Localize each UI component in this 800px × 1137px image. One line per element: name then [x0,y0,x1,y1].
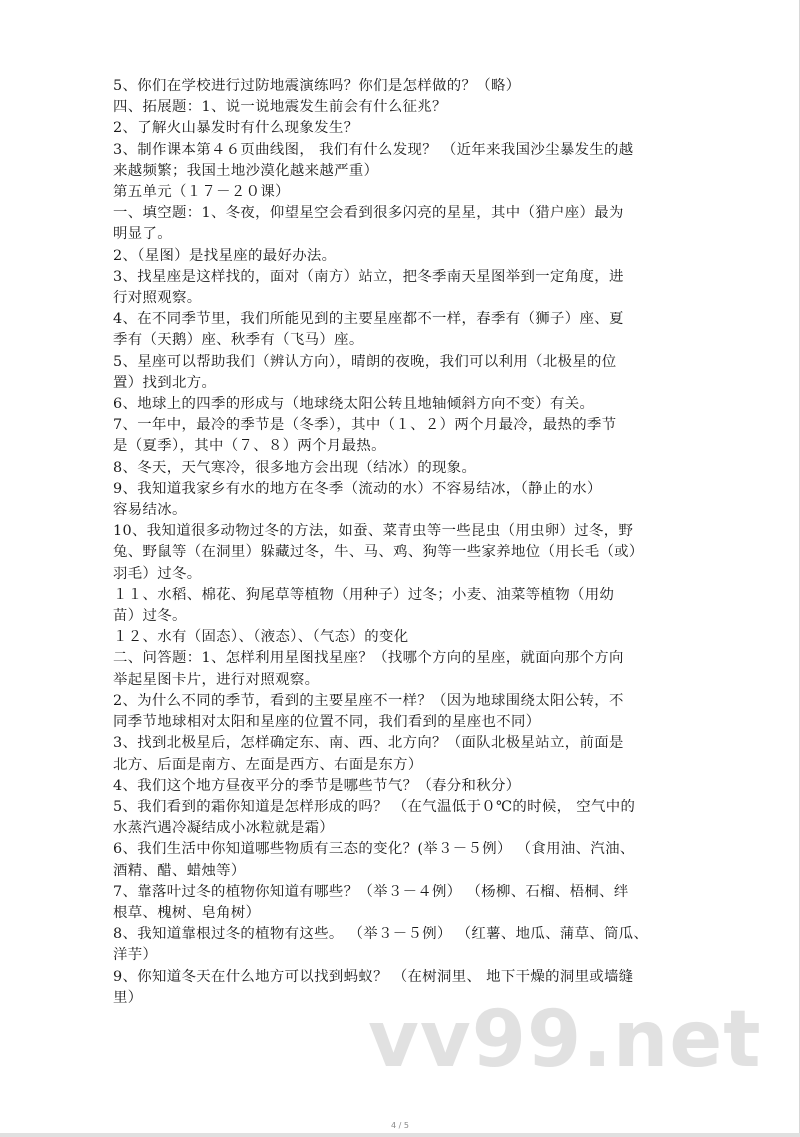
page-number: 4 / 5 [391,1121,409,1130]
text-line: １２、水有（固态）、（液态）、（气态）的变化 [113,629,409,646]
text-line: 6、地球上的四季的形成与（地球绕太阳公转且地轴倾斜方向不变）有关。 [113,396,595,413]
text-line: 举起星图卡片，进行对照观察。 [113,671,320,688]
text-line: 洋芋） [113,947,158,964]
text-line: 3、制作课本第４６页曲线图， 我们有什么发现？ （近年来我国沙尘暴发生的越 [113,141,634,158]
text-line: 9、我知道我家乡有水的地方在冬季（流动的水）不容易结冰，（静止的水） [113,480,602,497]
text-line: 第五单元（１７－２０课） [113,184,290,201]
watermark: vv99.net [368,995,762,1085]
document-body [113,76,691,1009]
text-line: 苗）过冬。 [113,608,187,625]
text-line: 6、我们生活中你知道哪些物质有三态的变化？(举３－５例） （食用油、汽油、 [113,841,635,858]
text-line: 酒精、醋、蜡烛等） [113,862,246,879]
text-line: 7、一年中，最冷的季节是（冬季），其中（１、２）两个月最冷，最热的季节 [113,417,617,434]
text-line: 3、找到北极星后，怎样确定东、南、西、北方向？（面队北极星站立，前面是 [113,735,624,752]
text-line: 根草、槐树、皂角树） [113,904,261,921]
text-line: 一、填空题：1、冬夜，仰望星空会看到很多闪亮的星星，其中（猎户座）最为 [113,205,624,222]
text-line: 同季节地球相对太阳和星座的位置不同，我们看到的星座也不同） [113,714,541,731]
text-line: 二、问答题：1、怎样利用星图找星座？（找哪个方向的星座，就面向那个方向 [113,650,624,667]
text-line: 9、你知道冬天在什么地方可以找到蚂蚁？ （在树洞里、 地下干燥的洞里或墙缝 [113,968,634,985]
text-line: 2、（星图）是找星座的最好办法。 [113,247,337,264]
text-line: 5、我们看到的霜你知道是怎样形成的吗？ （在气温低于０℃的时候， 空气中的 [113,798,636,815]
text-line: 8、冬天，天气寒冷，很多地方会出现（结冰）的现象。 [113,459,477,476]
text-line: 10、我知道很多动物过冬的方法，如蚕、菜青虫等一些昆虫（用虫卵）过冬，野 [113,523,634,540]
text-line: 水蒸汽遇冷凝结成小冰粒就是霜） [113,820,335,837]
viewer-bottom-bar [0,1133,800,1137]
text-line: 季有（天鹅）座、秋季有（飞马）座。 [113,332,364,349]
text-line: 置）找到北方。 [113,374,217,391]
text-line: 明显了。 [113,226,172,243]
text-line: 兔、野鼠等（在洞里）躲藏过冬，牛、马、鸡、狗等一些家养地位（用长毛（或） [113,544,644,561]
text-line: 8、我知道靠根过冬的植物有这些。 （举３－５例） （红薯、地瓜、蒲草、筒瓜、 [113,926,649,943]
text-line: 2、了解火山暴发时有什么现象发生？ [113,120,359,137]
text-line: 3、找星座是这样找的，面对（南方）站立，把冬季南天星图举到一定角度，进 [113,268,624,285]
text-line: 来越频繁；我国土地沙漠化越来越严重） [113,162,379,179]
text-line: 5、星座可以帮助我们（辨认方向），晴朗的夜晚，我们可以利用（北极星的位 [113,353,617,370]
text-line: 2、为什么不同的季节，看到的主要星座不一样？（因为地球围绕太阳公转，不 [113,692,624,709]
text-line: 行对照观察。 [113,290,202,307]
text-line: 里） [113,989,143,1006]
text-line: 是（夏季），其中（７、８）两个月最热。 [113,438,386,455]
text-line: 容易结冰。 [113,502,187,519]
text-line: 4、在不同季节里，我们所能见到的主要星座都不一样，春季有（狮子）座、夏 [113,311,624,328]
text-line: 羽毛）过冬。 [113,565,202,582]
text-line: １１、水稻、棉花、狗尾草等植物（用种子）过冬；小麦、油菜等植物（用幼 [113,586,615,603]
text-line: 四、拓展题：1、说一说地震发生前会有什么征兆？ [113,99,447,116]
text-line: 4、我们这个地方昼夜平分的季节是哪些节气？（春分和秋分） [113,777,521,794]
text-line: 北方、后面是南方、左面是西方、右面是东方） [113,756,423,773]
text-line: 7、靠落叶过冬的植物你知道有哪些？（举３－４例） （杨柳、石榴、梧桐、绊 [113,883,629,900]
text-line: 5、你们在学校进行过防地震演练吗？你们是怎样做的？（略） [113,78,521,94]
